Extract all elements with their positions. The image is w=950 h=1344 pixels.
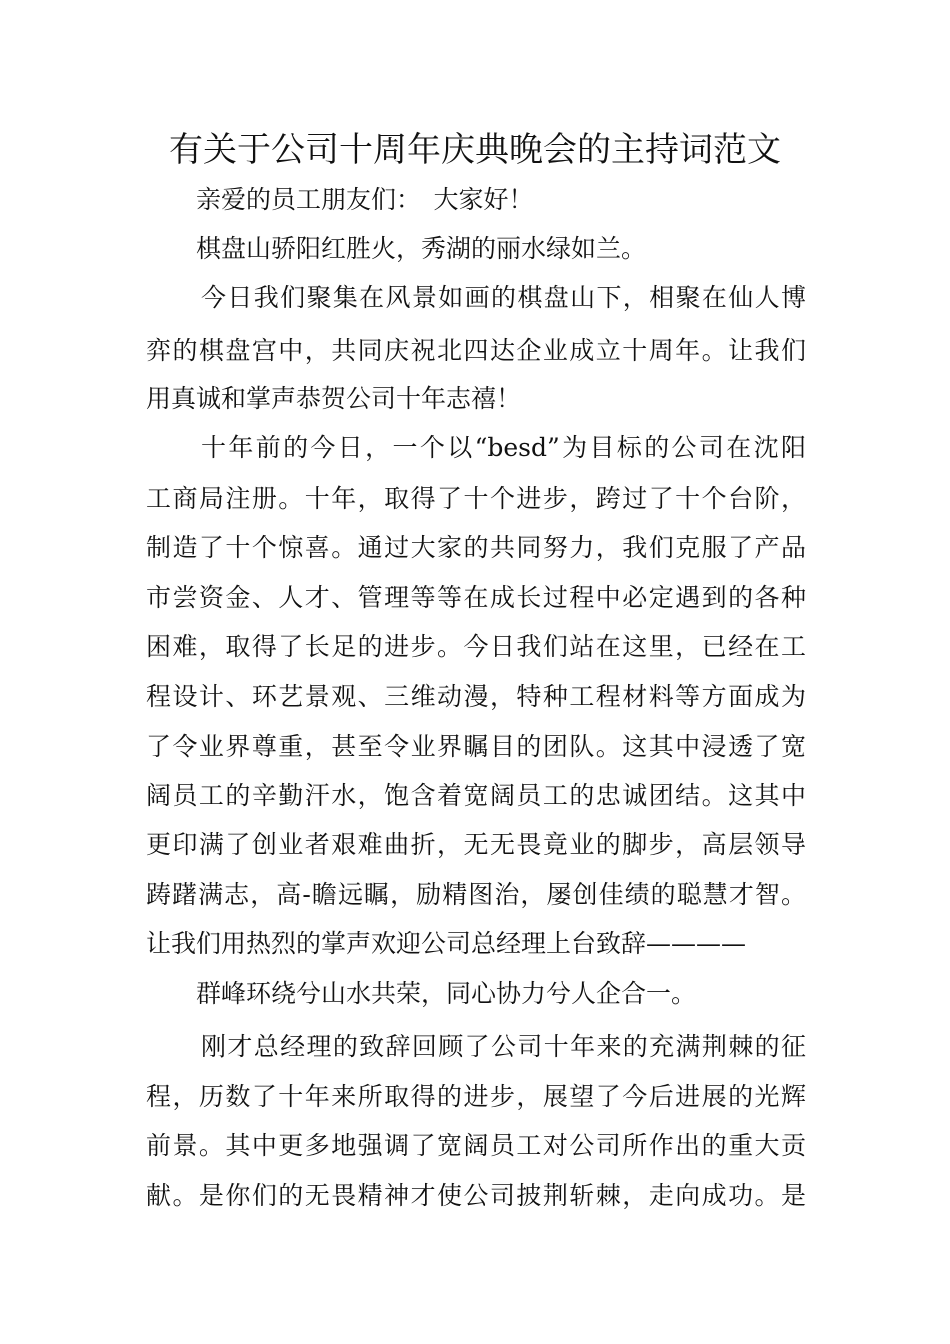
paragraph-line: 了令业界尊重，甚至令业界瞩目的团队。这其中浸透了宽: [146, 732, 806, 761]
document-title: 有关于公司十周年庆典晚会的主持词范文: [169, 130, 781, 170]
paragraph-line: 十年前的今日，一个以“besd”为目标的公司在沈阳: [201, 433, 806, 462]
greeting-line: 亲爱的员工朋友们： 大家好！: [196, 185, 534, 214]
paragraph-line: 工商局注册。十年，取得了十个进步，跨过了十个台阶，: [146, 484, 806, 513]
verse-line: 群峰环绕兮山水共荣，同心协力兮人企合一。: [196, 979, 697, 1008]
verse-line: 棋盘山骄阳红胜火，秀湖的丽水绿如兰。: [196, 234, 647, 263]
paragraph-line: 程设计、环艺景观、三维动漫，特种工程材料等方面成为: [146, 682, 806, 711]
paragraph-line: 刚才总经理的致辞回顾了公司十年来的充满荆棘的征: [201, 1032, 806, 1061]
paragraph-line: 前景。其中更多地强调了宽阔员工对公司所作出的重大贡: [146, 1131, 806, 1160]
paragraph-line: 献。是你们的无畏精神才使公司披荆斩棘，走向成功。是: [146, 1181, 806, 1210]
paragraph-line: 市尝资金、人才、管理等等在成长过程中必定遇到的各种: [146, 583, 806, 612]
paragraph-line: 更印满了创业者艰难曲折，无无畏竟业的脚步，高层领导: [146, 830, 806, 859]
paragraph-line: 让我们用热烈的掌声欢迎公司总经理上台致辞————: [146, 929, 747, 958]
paragraph-line: 今日我们聚集在风景如画的棋盘山下，相聚在仙人博: [201, 283, 806, 312]
paragraph-line: 制造了十个惊喜。通过大家的共同努力，我们克服了产品: [146, 533, 806, 562]
paragraph-line: 程，历数了十年来所取得的进步，展望了今后进展的光辉: [146, 1082, 806, 1111]
paragraph-line: 弈的棋盘宫中，共同庆祝北四达企业成立十周年。让我们: [146, 336, 806, 365]
paragraph-line: 阔员工的辛勤汗水，饱含着宽阔员工的忠诚团结。这其中: [146, 781, 806, 810]
paragraph-line: 用真诚和掌声恭贺公司十年志禧！: [146, 384, 522, 413]
paragraph-line: 困难，取得了长足的进步。今日我们站在这里，已经在工: [146, 632, 806, 661]
paragraph-line: 踌躇满志，高-瞻远瞩，励精图治，屡创佳绩的聪慧才智。: [146, 880, 806, 909]
